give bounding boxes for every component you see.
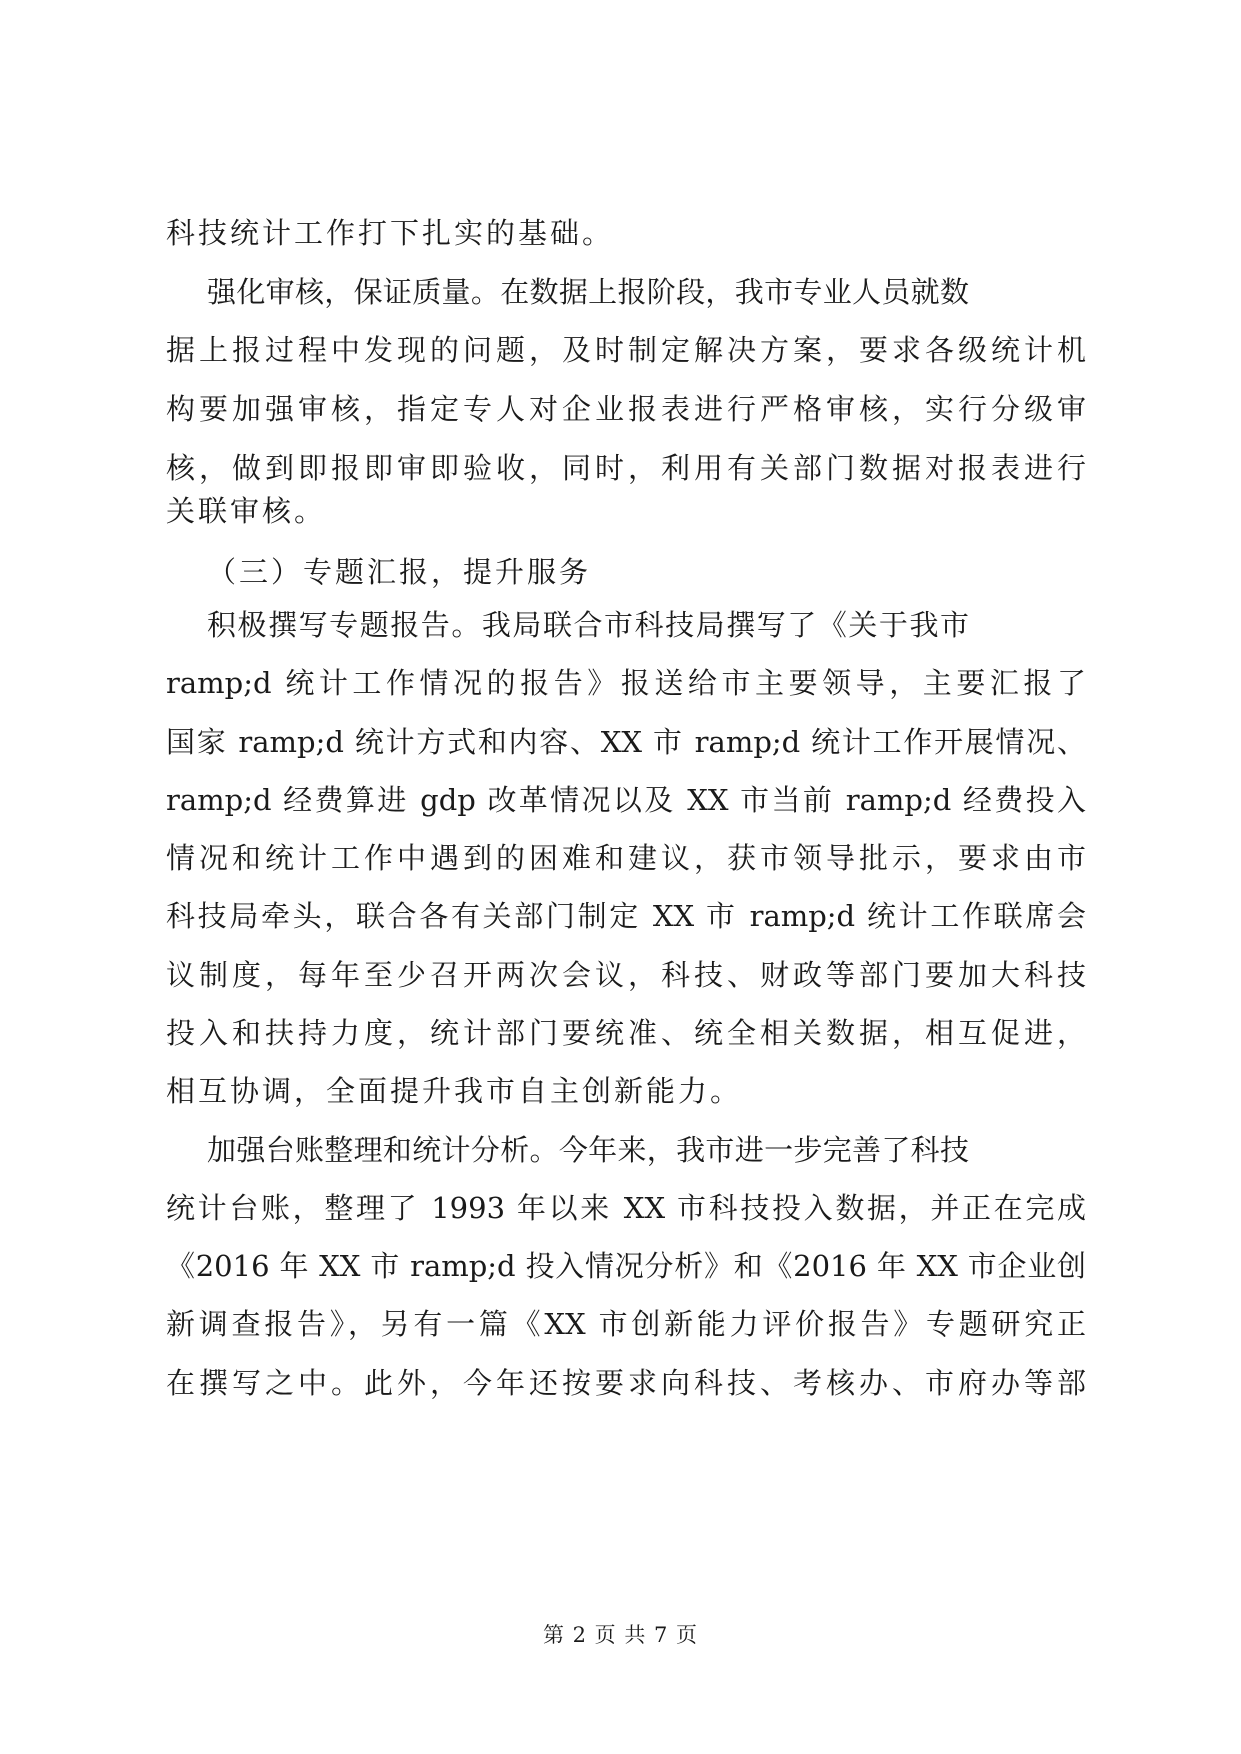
text-line: 积极撰写专题报告。我局联合市科技局撰写了《关于我市 (207, 608, 969, 642)
text-line: 新调查报告》，另有一篇《XX 市创新能力评价报告》专题研究正 (166, 1307, 1086, 1341)
text-line: 情况和统计工作中遇到的困难和建议，获市领导批示，要求由市 (166, 841, 1086, 875)
text-line: 议制度，每年至少召开两次会议，科技、财政等部门要加大科技 (166, 958, 1086, 992)
text-line: ramp;d 经费算进 gdp 改革情况以及 XX 市当前 ramp;d 经费投入 (166, 783, 1086, 817)
text-line: 国家 ramp;d 统计方式和内容、XX 市 ramp;d 统计工作开展情况、 (166, 725, 1086, 759)
section-heading: （三）专题汇报，提升服务 (207, 555, 592, 589)
text-line: 统计台账，整理了 1993 年以来 XX 市科技投入数据，并正在完成 (166, 1191, 1086, 1225)
text-line: ramp;d 统计工作情况的报告》报送给市主要领导，主要汇报了 (166, 666, 1086, 700)
page-footer: 第 2 页 共 7 页 (542, 1623, 699, 1647)
text-line: 核，做到即报即审即验收，同时，利用有关部门数据对报表进行 (166, 451, 1086, 485)
text-line: 在撰写之中。此外，今年还按要求向科技、考核办、市府办等部 (166, 1366, 1086, 1400)
text-line: 《2016 年 XX 市 ramp;d 投入情况分析》和《2016 年 XX 市企业创 (166, 1249, 1086, 1283)
text-line: 强化审核，保证质量。在数据上报阶段，我市专业人员就数 (207, 275, 969, 309)
text-line: 关联审核。 (166, 494, 327, 528)
text-line: 构要加强审核，指定专人对企业报表进行严格审核，实行分级审 (166, 392, 1086, 426)
text-line: 加强台账整理和统计分析。今年来，我市进一步完善了科技 (207, 1133, 969, 1167)
text-line: 科技局牵头，联合各有关部门制定 XX 市 ramp;d 统计工作联席会 (166, 899, 1086, 933)
text-line: 投入和扶持力度，统计部门要统准、统全相关数据，相互促进， (166, 1016, 1086, 1050)
text-line: 据上报过程中发现的问题，及时制定解决方案，要求各级统计机 (166, 333, 1086, 367)
text-line: 相互协调，全面提升我市自主创新能力。 (166, 1074, 743, 1108)
text-line: 科技统计工作打下扎实的基础。 (166, 216, 615, 250)
